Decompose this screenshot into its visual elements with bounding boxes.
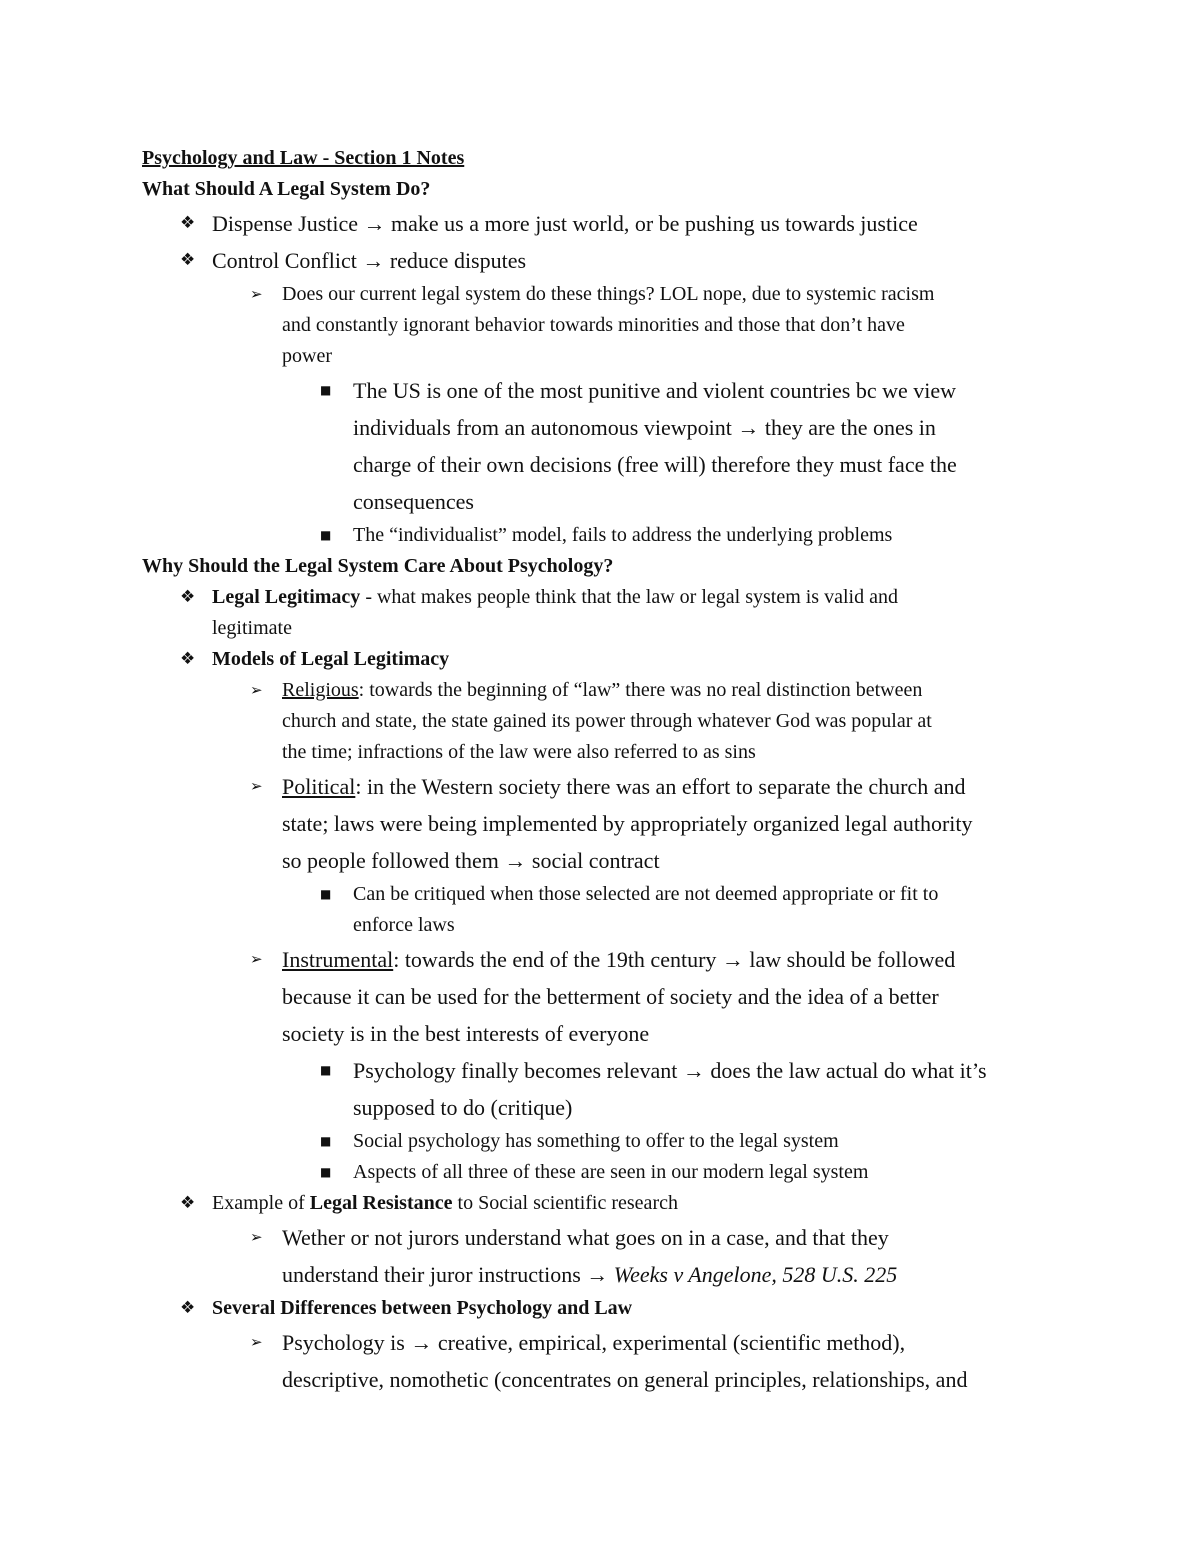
list-item: ■ Can be critiqued when those selected are not deemed appropriate or fit to xyxy=(142,879,1072,910)
list-item: ■ The US is one of the most punitive and violent countries bc we view xyxy=(142,372,1072,409)
diamond-bullet-icon: ❖ xyxy=(180,1193,196,1213)
list-item-continuation: power xyxy=(282,345,332,367)
list-item: ■ The “individualist” model, fails to address the underlying problems xyxy=(142,520,1072,551)
list-item: ❖ Dispense Justice → make us a more just world, or be pushing us towards justice xyxy=(142,205,1072,242)
list-item: ➢ Wether or not jurors understand what goes on in a case, and that they xyxy=(142,1219,1072,1256)
list-item-continuation: state; laws were being implemented by appropriately organized legal authority xyxy=(282,811,973,836)
notes-document xyxy=(142,143,1072,1398)
list-item: ■ Social psychology has something to offer to the legal system xyxy=(142,1126,1072,1157)
list-item: ➢ Political: in the Western society there was an effort to separate the church and xyxy=(142,768,1072,805)
list-item: ❖ Control Conflict → reduce disputes xyxy=(142,242,1072,279)
list-item: ❖ Legal Legitimacy - what makes people think that the law or legal system is valid and xyxy=(142,582,1072,613)
list-item: ➢ Psychology is → creative, empirical, experimental (scientific method), xyxy=(142,1324,1072,1361)
arrow-bullet-icon: ➢ xyxy=(250,777,263,795)
section-heading-what-should: What Should A Legal System Do? xyxy=(142,178,431,200)
square-bullet-icon: ■ xyxy=(320,887,332,901)
diamond-bullet-icon: ❖ xyxy=(180,213,196,233)
list-item-continuation: because it can be used for the betterment of society and the idea of a better xyxy=(282,984,939,1009)
section-heading-why-care: Why Should the Legal System Care About Psychology? xyxy=(142,555,614,577)
list-item-continuation: understand their juror instructions → Weeks v Angelone, 528 U.S. 225 xyxy=(282,1262,898,1287)
list-item-continuation: charge of their own decisions (free will) therefore they must face the xyxy=(353,452,957,477)
list-item-continuation: individuals from an autonomous viewpoint → they are the ones in xyxy=(353,415,936,440)
list-item-continuation: the time; infractions of the law were also referred to as sins xyxy=(282,741,756,763)
list-item-continuation: legitimate xyxy=(212,617,292,639)
diamond-bullet-icon: ❖ xyxy=(180,587,196,607)
list-item-continuation: enforce laws xyxy=(353,914,455,936)
list-item-continuation: society is in the best interests of everyone xyxy=(282,1021,650,1046)
arrow-bullet-icon: ➢ xyxy=(250,1228,263,1246)
list-item: ■ Aspects of all three of these are seen in our modern legal system xyxy=(142,1157,1072,1188)
list-item: ❖ Models of Legal Legitimacy xyxy=(142,644,1072,675)
list-item: ➢ Does our current legal system do these things? LOL nope, due to systemic racism xyxy=(142,279,1072,310)
arrow-bullet-icon: ➢ xyxy=(250,950,263,968)
list-item: ❖ Several Differences between Psychology and Law xyxy=(142,1293,1072,1324)
list-item-continuation: so people followed them → social contract xyxy=(282,848,660,873)
list-item-continuation: and constantly ignorant behavior towards minorities and those that don’t have xyxy=(282,314,905,336)
case-citation: Weeks v Angelone, 528 U.S. 225 xyxy=(613,1262,898,1287)
arrow-bullet-icon: ➢ xyxy=(250,285,263,303)
arrow-bullet-icon: ➢ xyxy=(250,1333,263,1351)
diamond-bullet-icon: ❖ xyxy=(180,649,196,669)
list-item-continuation: descriptive, nomothetic (concentrates on general principles, relationships, and xyxy=(282,1367,968,1392)
square-bullet-icon: ■ xyxy=(320,1134,332,1148)
document-title: Psychology and Law - Section 1 Notes xyxy=(142,147,465,169)
list-item: ➢ Instrumental: towards the end of the 19th century → law should be followed xyxy=(142,941,1072,978)
list-item-continuation: supposed to do (critique) xyxy=(353,1095,573,1120)
list-item: ❖ Example of Legal Resistance to Social scientific research xyxy=(142,1188,1072,1219)
list-item: ■ Psychology finally becomes relevant → does the law actual do what it’s xyxy=(142,1052,1072,1089)
diamond-bullet-icon: ❖ xyxy=(180,250,196,270)
square-bullet-icon: ■ xyxy=(320,1165,332,1179)
square-bullet-icon: ■ xyxy=(320,383,332,397)
square-bullet-icon: ■ xyxy=(320,1063,332,1077)
square-bullet-icon: ■ xyxy=(320,528,332,542)
list-item-continuation: consequences xyxy=(353,489,474,514)
diamond-bullet-icon: ❖ xyxy=(180,1298,196,1318)
list-item: ➢ Religious: towards the beginning of “law” there was no real distinction between xyxy=(142,675,1072,706)
list-item-continuation: church and state, the state gained its power through whatever God was popular at xyxy=(282,710,932,732)
arrow-bullet-icon: ➢ xyxy=(250,681,263,699)
